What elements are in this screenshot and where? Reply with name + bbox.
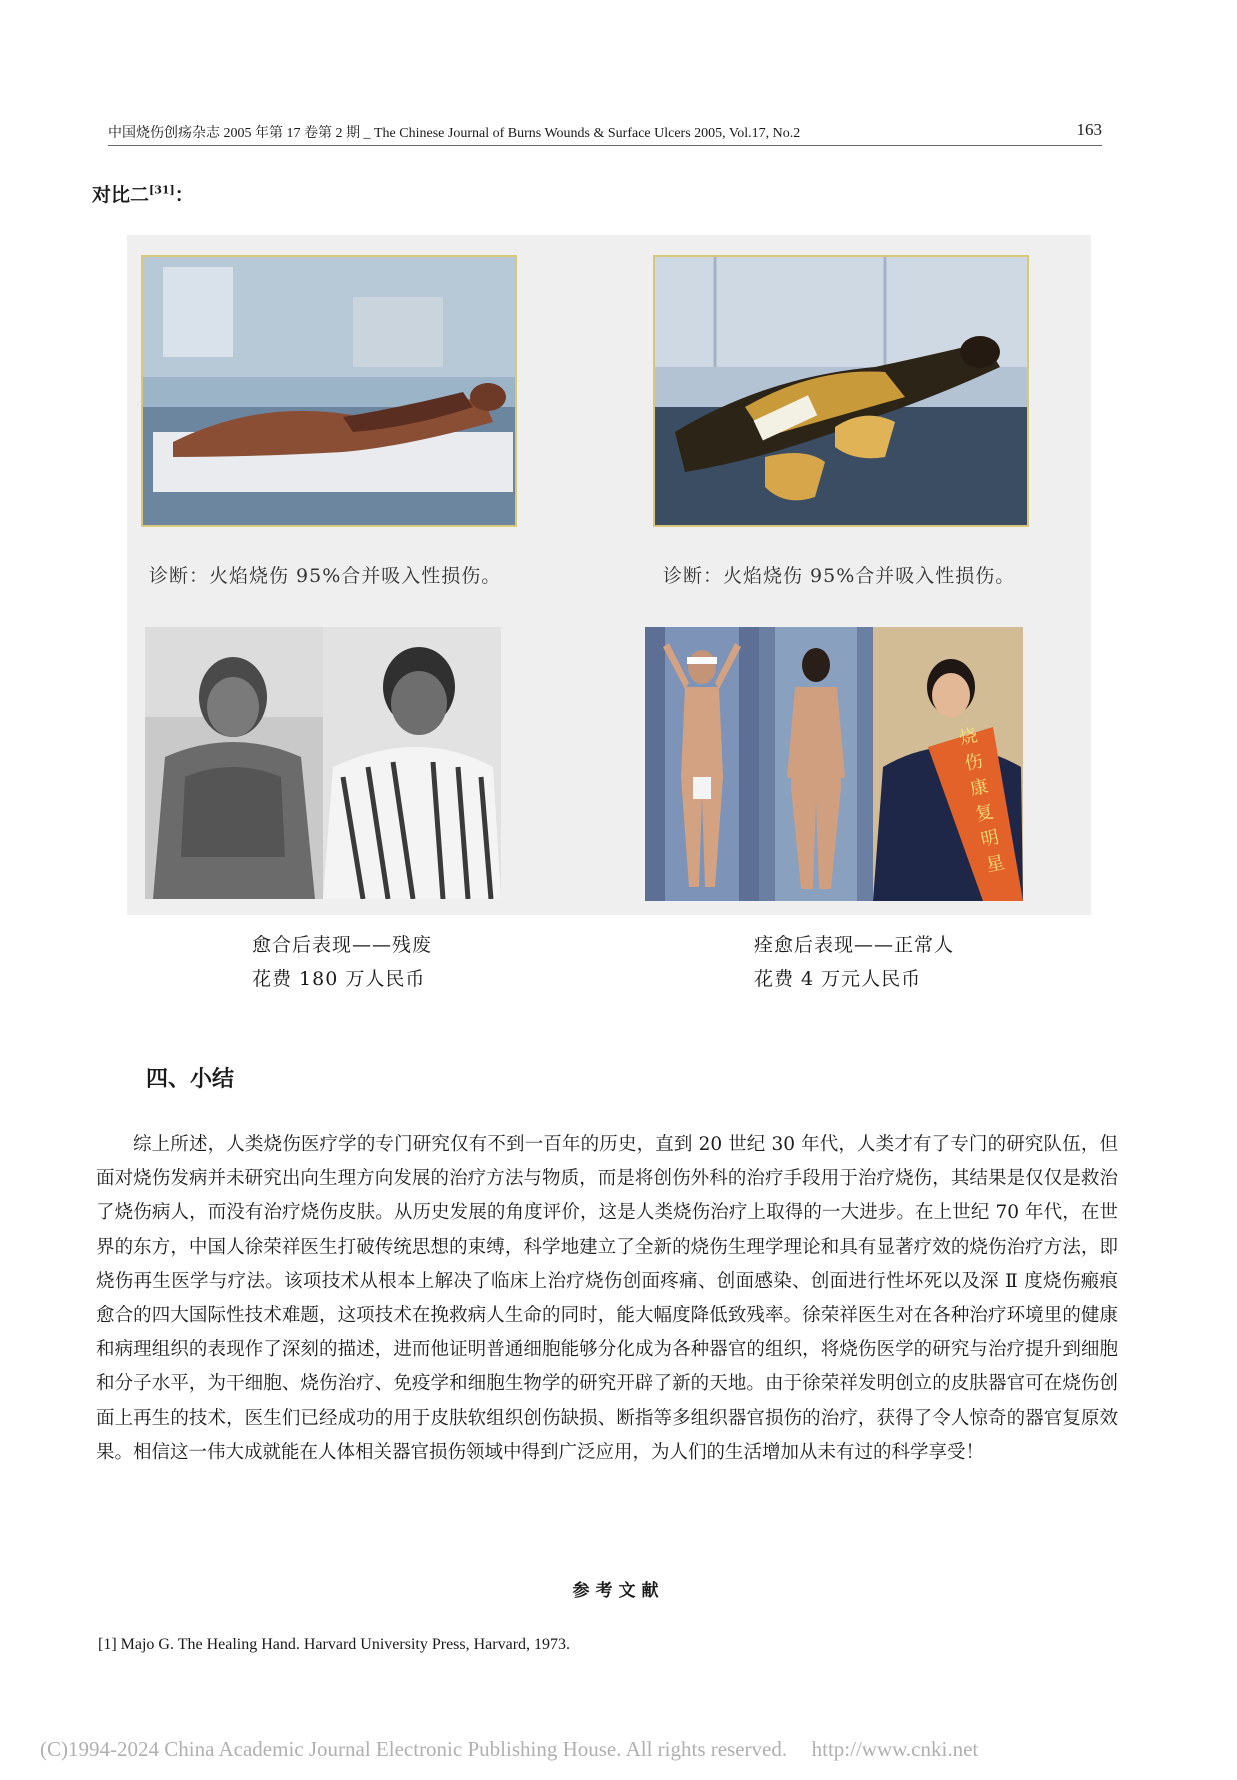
photo-healed-normal-front bbox=[645, 627, 759, 901]
journal-title-en: The Chinese Journal of Burns Wounds & Surface Ulcers 2005, Vol.17, No.2 bbox=[374, 126, 801, 141]
left-outcome-line-2: 花费 180 万人民币 bbox=[252, 968, 426, 990]
citation-ref[interactable]: [31] bbox=[149, 183, 175, 197]
comparison-figure bbox=[127, 235, 1091, 915]
footer-url[interactable]: http://www.cnki.net bbox=[811, 1737, 979, 1761]
right-outcome-line-1: 痊愈后表现——正常人 bbox=[754, 934, 955, 956]
reference-item: [1] Majo G. The Healing Hand. Harvard University Press, Harvard, 1973. bbox=[98, 1636, 571, 1653]
body-paragraph: 综上所述，人类烧伤医疗学的专门研究仅有不到一百年的历史，直到 20 世纪 30 年代，人类才有了专门的研究队伍，但面对烧伤发病并未研究出向生理方向发展的治疗方法与物质，而是将创伤外科的治疗手段用于治疗烧伤，其结果是仅仅是救治了烧伤病人，而没有治疗烧伤皮肤。从历史发展的角度评价，这是人类烧伤治疗上取得的一大进步。在上世纪 70 年代，在世界的东方，中国人徐荣祥医生打破传统思想的束缚，科学地建立了全新的烧伤生理学理论和具有显著疗效的烧伤治疗方法，即烧伤再生医学与疗法。该项技术从根本上解决了临床上治疗烧伤创面疼痛、创面感染、创面进行性坏死以及深 Ⅱ 度烧伤瘢痕愈合的四大国际性技术难题，这项技术在挽救病人生命的同时，能大幅度降低致残率。徐荣祥医生对在各种治疗环境里的健康和病理组织的表现作了深刻的描述，进而他证明普通细胞能够分化成为各种器官的组织，将烧伤医学的研究与治疗提升到细胞和分子水平，为干细胞、烧伤治疗、免疫学和细胞生物学的研究开辟了新的天地。由于徐荣祥发明创立的皮肤器官可在烧伤创面上再生的技术，医生们已经成功的用于皮肤软组织创伤缺损、断指等多组织器官损伤的治疗，获得了令人惊奇的器官复原效果。相信这一伟大成就能在人体相关器官损伤领域中得到广泛应用，为人们的生活增加从未有过的科学享受！ bbox=[96, 1134, 1118, 1463]
comparison-title: 对比二[31]： bbox=[92, 183, 194, 206]
photo-burn-patient-right bbox=[653, 255, 1029, 527]
running-header: 中国烧伤创疡杂志 2005 年第 17 卷第 2 期 _ The Chinese Journal of Burns Wounds & Surface Ulcers 2005, Vol.17, No.2 163 bbox=[108, 122, 1102, 146]
section-title: 四、小结 bbox=[146, 1067, 235, 1092]
page-number: 163 bbox=[1076, 120, 1102, 139]
copyright-footer bbox=[40, 1737, 978, 1762]
photo-burn-patient-left bbox=[141, 255, 517, 527]
left-outcome-caption bbox=[252, 928, 432, 996]
left-diagnosis-caption: 诊断：火焰烧伤 95%合并吸入性损伤。 bbox=[149, 565, 502, 587]
left-outcome-line-1: 愈合后表现——残废 bbox=[252, 934, 433, 956]
copyright-text: (C)1994-2024 China Academic Journal Electronic Publishing House. All rights reserved. bbox=[40, 1737, 788, 1761]
right-outcome-line-2: 花费 4 万元人民币 bbox=[754, 968, 922, 990]
right-diagnosis-caption: 诊断：火焰烧伤 95%合并吸入性损伤。 bbox=[663, 565, 1016, 587]
right-outcome-caption bbox=[754, 928, 954, 996]
references-title: 参考文献 bbox=[572, 1581, 665, 1601]
journal-title-cn: 中国烧伤创疡杂志 2005 年第 17 卷第 2 期 bbox=[108, 126, 360, 141]
photo-healed-normal-back bbox=[759, 627, 873, 901]
photo-healed-disabled-left bbox=[145, 627, 323, 899]
sash-text: 烧伤康复明星 bbox=[957, 724, 1007, 877]
photo-healed-disabled-right bbox=[323, 627, 501, 899]
photo-healed-normal-portrait bbox=[873, 627, 1023, 901]
